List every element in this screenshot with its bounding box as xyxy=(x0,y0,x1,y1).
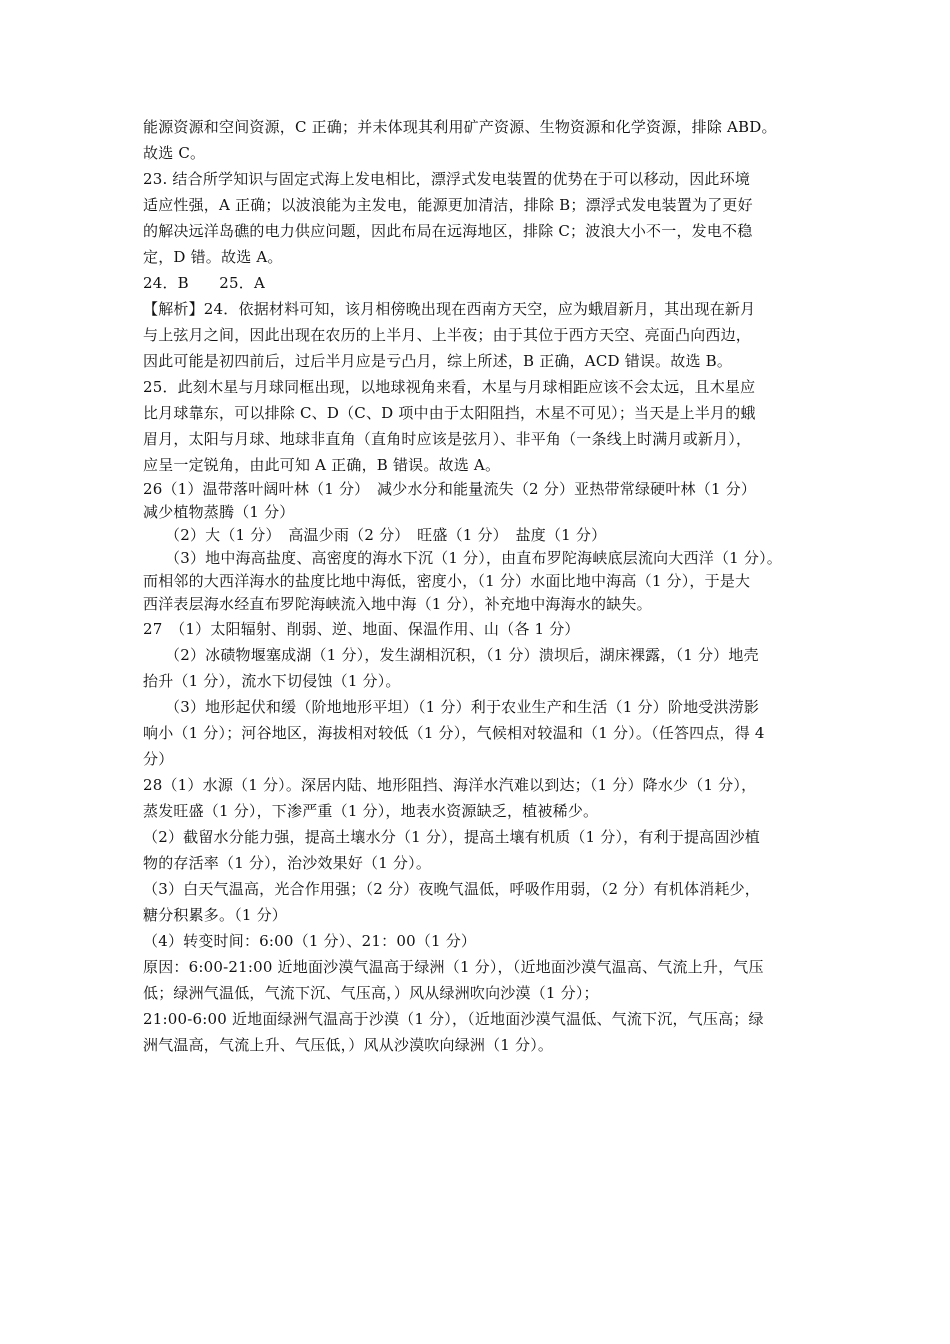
answer-document xyxy=(143,114,811,1058)
text-line: 的解决远洋岛礁的电力供应问题，因此布局在远海地区，排除 C；波浪大小不一，发电不稳 xyxy=(143,222,753,240)
text-line: 因此可能是初四前后，过后半月应是亏凸月，综上所述，B 正确，ACD 错误。故选 B。 xyxy=(143,352,733,370)
text-line: 低；绿洲气温低，气流下沉、气压高，）风从绿洲吹向沙漠（1 分）； xyxy=(143,984,599,1002)
text-line: 比月球靠东，可以排除 C、D（C、D 项中由于太阳阻挡，木星不可见）；当天是上半月的蛾 xyxy=(143,404,756,422)
text-line: 而相邻的大西洋海水的盐度比地中海低，密度小，（1 分）水面比地中海高（1 分），于是大 xyxy=(143,572,751,590)
text-line: （2）大（1 分） 高温少雨（2 分） 旺盛（1 分） 盐度（1 分） xyxy=(165,526,607,544)
text-line: （3）地形起伏和缓（阶地地形平坦）（1 分）利于农业生产和生活（1 分）阶地受洪涝影 xyxy=(165,698,760,716)
q22-answer-tail xyxy=(143,114,811,166)
text-line: 适应性强，A 正确；以波浪能为主发电，能源更加清洁，排除 B；漂浮式发电装置为了更好 xyxy=(143,196,753,214)
text-line: 25．此刻木星与月球同框出现，以地球视角来看，木星与月球相距应该不会太远，且木星应 xyxy=(143,378,756,396)
text-line: 响小（1 分）；河谷地区，海拔相对较低（1 分），气候相对较温和（1 分）。（任答四点，得 4 xyxy=(143,724,765,742)
text-line: 故选 C。 xyxy=(143,144,206,162)
text-line: 【解析】24．依据材料可知，该月相傍晚出现在西南方天空，应为蛾眉新月，其出现在新月 xyxy=(143,300,756,318)
text-line: （2）截留水分能力强，提高土壤水分（1 分），提高土壤有机质（1 分），有利于提高固沙植 xyxy=(143,828,760,846)
text-line: （4）转变时间：6:00（1 分）、21：00（1 分） xyxy=(143,932,477,950)
text-line: （2）冰碛物堰塞成湖（1 分），发生湖相沉积，（1 分）溃坝后，湖床裸露，（1 分）地壳 xyxy=(165,646,759,664)
text-line: 23. 结合所学知识与固定式海上发电相比，漂浮式发电装置的优势在于可以移动，因此环境 xyxy=(143,170,751,188)
text-line: 能源资源和空间资源，C 正确；并未体现其利用矿产资源、生物资源和化学资源，排除 ABD。 xyxy=(143,118,777,136)
text-line: 西洋表层海水经直布罗陀海峡流入地中海（1 分），补充地中海海水的缺失。 xyxy=(143,595,652,613)
text-line: 减少植物蒸腾（1 分） xyxy=(143,503,295,521)
text-line: 眉月，太阳与月球、地球非直角（直角时应该是弦月）、非平角（一条线上时满月或新月）， xyxy=(143,430,752,448)
text-line: 应呈一定锐角，由此可知 A 正确，B 错误。故选 A。 xyxy=(143,456,501,474)
text-line: （3）地中海高盐度、高密度的海水下沉（1 分），由直布罗陀海峡底层流向大西洋（1 分）。 xyxy=(165,549,782,567)
q27-answer xyxy=(143,616,811,772)
text-line: 24．B 25．A xyxy=(143,274,266,292)
text-line: 28（1）水源（1 分）。深居内陆、地形阻挡、海洋水汽难以到达；（1 分）降水少（1 分）， xyxy=(143,776,757,794)
text-line: 原因：6:00-21:00 近地面沙漠气温高于绿洲（1 分），（近地面沙漠气温高、气流上升，气压 xyxy=(143,958,764,976)
text-line: 洲气温高，气流上升、气压低，）风从沙漠吹向绿洲（1 分）。 xyxy=(143,1036,554,1054)
q28-answer xyxy=(143,772,811,1058)
text-line: 26（1）温带落叶阔叶林（1 分） 减少水分和能量流失（2 分）亚热带常绿硬叶林（1 分） xyxy=(143,480,757,498)
q25-analysis xyxy=(143,374,811,478)
q23-answer xyxy=(143,166,811,270)
q26-answer xyxy=(143,478,811,616)
text-line: （3）白天气温高，光合作用强；（2 分）夜晚气温低，呼吸作用弱，（2 分）有机体消耗少， xyxy=(143,880,760,898)
q24-q25-answers xyxy=(143,270,811,296)
text-line: 糖分积累多。（1 分） xyxy=(143,906,288,924)
q24-analysis xyxy=(143,296,811,374)
text-line: 27 （1）太阳辐射、削弱、逆、地面、保温作用、山（各 1 分） xyxy=(143,620,580,638)
text-line: 定，D 错。故选 A。 xyxy=(143,248,283,266)
text-line: 分） xyxy=(143,750,174,768)
text-line: 蒸发旺盛（1 分），下渗严重（1 分），地表水资源缺乏，植被稀少。 xyxy=(143,802,599,820)
text-line: 21:00-6:00 近地面绿洲气温高于沙漠（1 分），（近地面沙漠气温低、气流下沉，气压高；绿 xyxy=(143,1010,764,1028)
text-line: 抬升（1 分），流水下切侵蚀（1 分）。 xyxy=(143,672,401,690)
text-line: 与上弦月之间，因此出现在农历的上半月、上半夜；由于其位于西方天空、亮面凸向西边， xyxy=(143,326,752,344)
text-line: 物的存活率（1 分），治沙效果好（1 分）。 xyxy=(143,854,432,872)
